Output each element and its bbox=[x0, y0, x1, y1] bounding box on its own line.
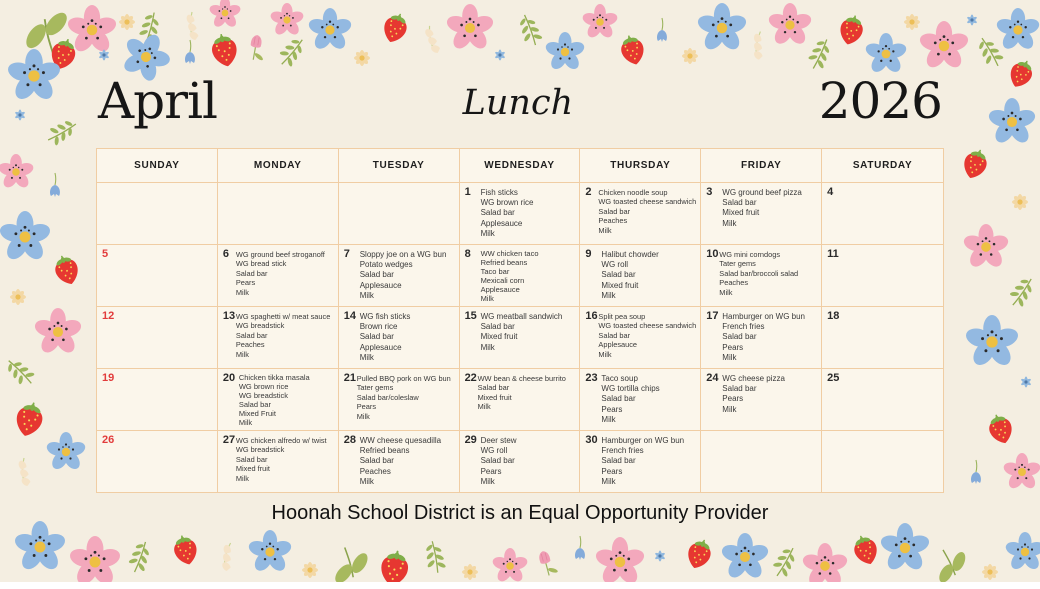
menu-items bbox=[360, 250, 458, 301]
menu-item: WG ground beef pizza bbox=[722, 188, 802, 197]
day-number: 12 bbox=[102, 310, 115, 322]
calendar-day-cell bbox=[218, 245, 339, 306]
menu-item: Sloppy joe on a WG bun bbox=[359, 250, 447, 259]
calendar-day-cell bbox=[218, 307, 339, 368]
menu-item: WG bread stick bbox=[235, 259, 287, 269]
menu-item: Pears bbox=[601, 466, 623, 476]
menu-items bbox=[598, 312, 699, 359]
day-number: 20 bbox=[222, 372, 236, 384]
menu-item: WG chicken alfredo w/ twist bbox=[235, 436, 327, 445]
menu-items bbox=[722, 374, 820, 415]
menu-item: Salad bar bbox=[601, 270, 636, 280]
menu-item: Hamburger on WG bun bbox=[601, 436, 685, 445]
menu-item: Pears bbox=[601, 404, 623, 414]
day-number: 21 bbox=[343, 372, 356, 384]
calendar-day-cell bbox=[339, 183, 460, 244]
month-title: April bbox=[98, 72, 217, 130]
menu-item: Milk bbox=[235, 349, 249, 359]
menu-items bbox=[360, 436, 458, 487]
calendar-day-cell bbox=[822, 369, 943, 430]
menu-items bbox=[481, 188, 579, 239]
menu-item: Salad bar bbox=[477, 383, 510, 393]
day-number: 30 bbox=[585, 434, 598, 446]
day-number: 23 bbox=[585, 372, 598, 384]
calendar-week-row bbox=[97, 368, 943, 430]
menu-item: Mixed fruit bbox=[235, 464, 270, 474]
menu-item: Salad bar bbox=[480, 322, 515, 332]
menu-item: Fish sticks bbox=[480, 188, 518, 197]
day-number: 4 bbox=[827, 186, 834, 198]
menu-item: Salad bar bbox=[598, 330, 631, 340]
menu-item: Milk bbox=[722, 218, 737, 228]
menu-item: Milk bbox=[598, 349, 612, 359]
menu-item: WW bean & cheese burrito bbox=[477, 374, 566, 383]
menu-item: Milk bbox=[480, 228, 495, 238]
day-number: 16 bbox=[585, 310, 598, 322]
menu-item: Mixed Fruit bbox=[238, 409, 276, 418]
menu-item: Hamburger on WG bun bbox=[722, 312, 805, 321]
menu-item: Salad bar bbox=[359, 332, 394, 342]
menu-item: Mixed fruit bbox=[477, 392, 512, 402]
menu-items bbox=[360, 312, 458, 363]
menu-item: Peaches bbox=[235, 340, 265, 350]
menu-item: Mixed fruit bbox=[722, 208, 760, 218]
calendar-grid bbox=[96, 148, 944, 493]
menu-item: WG toasted cheese sandwich bbox=[598, 197, 697, 207]
menu-item: WW cheese quesadilla bbox=[359, 436, 442, 445]
menu-items bbox=[598, 188, 699, 235]
menu-item: Salad bar bbox=[235, 454, 268, 464]
menu-item: Milk bbox=[356, 411, 370, 421]
menu-item: Peaches bbox=[598, 216, 628, 226]
footer-note: Hoonah School District is an Equal Opportunity Provider bbox=[271, 502, 769, 524]
menu-item: Milk bbox=[480, 294, 494, 303]
menu-item: Deer stew bbox=[480, 436, 517, 445]
calendar-day-cell bbox=[822, 183, 943, 244]
menu-item: Tater gems bbox=[719, 259, 756, 269]
calendar-day-cell bbox=[97, 431, 218, 492]
menu-item: Salad bar bbox=[601, 456, 636, 466]
day-header: THURSDAY bbox=[580, 149, 701, 182]
day-number: 8 bbox=[464, 248, 471, 260]
menu-item: WG toasted cheese sandwich bbox=[598, 321, 697, 331]
day-number: 24 bbox=[706, 372, 719, 384]
menu-item: WG breadstick bbox=[235, 321, 285, 331]
calendar-day-cell bbox=[97, 183, 218, 244]
menu-item: Salad bar bbox=[235, 268, 268, 278]
day-number: 26 bbox=[102, 434, 115, 446]
menu-items bbox=[236, 312, 337, 359]
calendar-day-cell bbox=[460, 431, 581, 492]
menu-item: WG cheese pizza bbox=[722, 374, 785, 383]
day-header: SUNDAY bbox=[97, 149, 218, 182]
menu-item: Pulled BBQ pork on WG bun bbox=[356, 374, 451, 383]
day-number: 19 bbox=[102, 372, 115, 384]
menu-items bbox=[601, 250, 699, 301]
menu-item: Salad bar/broccoli salad bbox=[719, 268, 799, 278]
calendar-day-cell bbox=[339, 369, 460, 430]
menu-item: Refried beans bbox=[359, 446, 410, 456]
menu-item: Milk bbox=[601, 414, 616, 424]
day-number: 25 bbox=[827, 372, 840, 384]
menu-item: Salad bar bbox=[359, 456, 394, 466]
calendar-week-row bbox=[97, 430, 943, 492]
calendar-day-cell bbox=[218, 183, 339, 244]
menu-item: WG spaghetti w/ meat sauce bbox=[235, 312, 331, 321]
menu-item: Salad bar bbox=[722, 384, 757, 394]
calendar-day-cell bbox=[580, 369, 701, 430]
calendar-day-cell bbox=[339, 307, 460, 368]
menu-item: Milk bbox=[722, 352, 737, 362]
menu-items bbox=[601, 436, 699, 487]
menu-items bbox=[236, 436, 337, 483]
menu-item: Pears bbox=[356, 402, 377, 412]
day-number: 3 bbox=[706, 186, 713, 198]
menu-item: Brown rice bbox=[359, 322, 398, 332]
menu-item: Mixed fruit bbox=[480, 332, 518, 342]
calendar-day-cell bbox=[822, 307, 943, 368]
calendar-day-cell bbox=[580, 307, 701, 368]
menu-item: Milk bbox=[359, 290, 374, 300]
day-number: 6 bbox=[222, 248, 229, 260]
calendar-week-row bbox=[97, 244, 943, 306]
calendar-day-cell bbox=[701, 431, 822, 492]
day-header-row bbox=[97, 149, 943, 182]
day-number: 18 bbox=[827, 310, 840, 322]
menu-item: Applesauce bbox=[359, 280, 402, 290]
menu-item: Milk bbox=[722, 404, 737, 414]
calendar-day-cell bbox=[339, 245, 460, 306]
menu-item: Salad bar bbox=[238, 400, 271, 409]
menu-item: Peaches bbox=[359, 466, 391, 476]
menu-item: Pears bbox=[722, 394, 744, 404]
day-header: SATURDAY bbox=[852, 160, 913, 171]
day-number: 13 bbox=[222, 310, 236, 322]
menu-items bbox=[481, 312, 579, 353]
menu-item: Salad bar bbox=[480, 208, 515, 218]
day-number: 22 bbox=[464, 372, 477, 384]
menu-item: Tater gems bbox=[356, 383, 394, 393]
menu-item: Salad bar bbox=[480, 456, 515, 466]
calendar-day-cell bbox=[580, 245, 701, 306]
menu-item: Milk bbox=[480, 476, 495, 486]
menu-items bbox=[236, 250, 337, 297]
menu-item: WG ground beef stroganoff bbox=[235, 250, 325, 259]
menu-item: Salad bar/coleslaw bbox=[356, 392, 419, 402]
menu-item: Milk bbox=[601, 476, 616, 486]
menu-item: Milk bbox=[235, 287, 249, 297]
menu-item: Milk bbox=[477, 402, 491, 412]
menu-item: French fries bbox=[722, 322, 765, 332]
menu-item: Pears bbox=[480, 466, 502, 476]
calendar-day-cell bbox=[701, 369, 822, 430]
calendar-day-cell bbox=[460, 307, 581, 368]
menu-item: Milk bbox=[601, 290, 616, 300]
menu-item: Milk bbox=[359, 476, 374, 486]
menu-item: Salad bar bbox=[722, 332, 757, 342]
menu-item: Salad bar bbox=[598, 206, 631, 216]
menu-item: Applesauce bbox=[598, 340, 638, 350]
menu-item: WG meatball sandwich bbox=[480, 312, 563, 321]
day-header: FRIDAY bbox=[701, 149, 822, 182]
day-number: 9 bbox=[585, 248, 592, 260]
menu-item: Salad bar bbox=[722, 198, 757, 208]
menu-items bbox=[722, 188, 820, 229]
day-header: WEDNESDAY bbox=[460, 149, 581, 182]
calendar-week-row bbox=[97, 306, 943, 368]
menu-item: Taco bar bbox=[480, 267, 510, 276]
day-number: 1 bbox=[464, 186, 471, 198]
menu-items bbox=[481, 436, 579, 487]
day-number: 7 bbox=[343, 248, 350, 260]
day-number: 27 bbox=[222, 434, 236, 446]
menu-items bbox=[719, 250, 820, 297]
menu-item: Potato wedges bbox=[359, 260, 413, 270]
menu-item: Milk bbox=[359, 352, 374, 362]
day-number: 2 bbox=[585, 186, 592, 198]
day-number: 11 bbox=[827, 248, 839, 260]
calendar-weeks bbox=[97, 182, 943, 492]
menu-item: WG breadstick bbox=[235, 445, 285, 455]
day-number: 29 bbox=[464, 434, 477, 446]
calendar-day-cell bbox=[97, 369, 218, 430]
menu-item: WG mini corndogs bbox=[719, 250, 781, 259]
day-number: 28 bbox=[343, 434, 356, 446]
menu-item: Taco soup bbox=[601, 374, 638, 383]
day-header: MONDAY bbox=[218, 149, 339, 182]
year-title: 2026 bbox=[818, 72, 942, 130]
menu-item: Mexicali corn bbox=[480, 276, 525, 285]
menu-item: Applesauce bbox=[480, 218, 523, 228]
menu-item: Milk bbox=[235, 473, 249, 483]
calendar-day-cell bbox=[460, 183, 581, 244]
meal-title: Lunch bbox=[462, 83, 574, 123]
menu-item: WG breadstick bbox=[238, 391, 289, 400]
menu-item: Milk bbox=[719, 287, 733, 297]
calendar-day-cell bbox=[701, 307, 822, 368]
calendar-day-cell bbox=[701, 245, 822, 306]
bottom-white-strip bbox=[0, 582, 1040, 589]
day-number: 5 bbox=[102, 248, 109, 260]
calendar-day-cell bbox=[97, 307, 218, 368]
menu-item: Chicken noodle soup bbox=[598, 188, 668, 197]
day-number: 14 bbox=[343, 310, 356, 322]
menu-item: Salad bar bbox=[601, 394, 636, 404]
menu-item: WG tortilla chips bbox=[601, 384, 660, 394]
menu-items bbox=[481, 249, 579, 303]
title-bar bbox=[98, 72, 942, 130]
menu-item: Milk bbox=[238, 418, 253, 427]
menu-item: Milk bbox=[598, 225, 612, 235]
menu-item: WG roll bbox=[480, 446, 508, 456]
menu-items bbox=[239, 373, 337, 427]
menu-item: Chicken tikka masala bbox=[238, 373, 310, 382]
menu-item: Refried beans bbox=[480, 258, 528, 267]
calendar-week-row bbox=[97, 182, 943, 244]
menu-item: WG brown rice bbox=[480, 198, 534, 208]
calendar-day-cell bbox=[822, 245, 943, 306]
menu-item: WG roll bbox=[601, 260, 629, 270]
menu-item: Milk bbox=[480, 342, 495, 352]
menu-item: Applesauce bbox=[480, 285, 520, 294]
day-number: 10 bbox=[706, 248, 719, 260]
menu-item: WG fish sticks bbox=[359, 312, 411, 321]
day-number: 17 bbox=[706, 310, 719, 322]
menu-items bbox=[722, 312, 820, 363]
menu-item: WG brown rice bbox=[238, 382, 289, 391]
menu-item: Halibut chowder bbox=[601, 250, 659, 259]
calendar-day-cell bbox=[218, 431, 339, 492]
menu-item: French fries bbox=[601, 446, 644, 456]
calendar-day-cell bbox=[580, 431, 701, 492]
menu-item: Split pea soup bbox=[598, 312, 646, 321]
menu-item: Peaches bbox=[719, 278, 749, 288]
menu-item: Pears bbox=[722, 342, 744, 352]
menu-items bbox=[478, 374, 579, 412]
menu-item: Salad bar bbox=[359, 270, 394, 280]
calendar-day-cell bbox=[339, 431, 460, 492]
day-number: 15 bbox=[464, 310, 477, 322]
menu-item: WW chicken taco bbox=[480, 249, 539, 258]
calendar-day-cell bbox=[97, 245, 218, 306]
menu-item: Pears bbox=[235, 278, 256, 288]
calendar-day-cell bbox=[701, 183, 822, 244]
menu-items bbox=[357, 374, 458, 421]
day-header: TUESDAY bbox=[339, 149, 460, 182]
menu-item: Applesauce bbox=[359, 342, 402, 352]
menu-item: Salad bar bbox=[235, 330, 268, 340]
calendar-day-cell bbox=[822, 431, 943, 492]
calendar-day-cell bbox=[580, 183, 701, 244]
calendar-day-cell bbox=[460, 245, 581, 306]
menu-items bbox=[601, 374, 699, 425]
calendar-day-cell bbox=[218, 369, 339, 430]
calendar-day-cell bbox=[460, 369, 581, 430]
menu-item: Mixed fruit bbox=[601, 280, 639, 290]
